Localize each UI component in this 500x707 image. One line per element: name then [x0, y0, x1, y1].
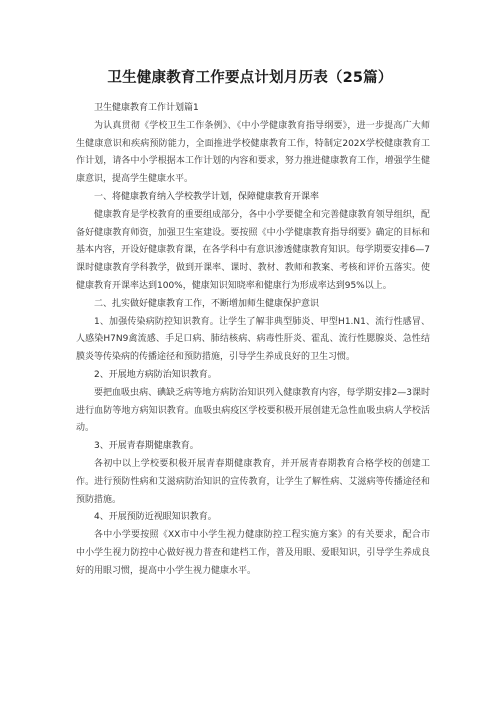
section-1-paragraph: 健康教育是学校教育的重要组成部分，各中小学要健全和完善健康教育领导组织，配备好健康教育师资，加强卫生室建设。要按照《中小学健康教育指导纲要》确定的目标和基本内容，开设好健康教育课，在各学科中有意识渗透健康教育知识。每学期要安排6—7课时健康教育学科教学，做到开课率、课时、教材、教师和教案、考核和评价五落实。使健康教育开课率达到100%，健康知识知晓率和健康行为形成率达到95%以上。: [76, 209, 430, 291]
item-4-paragraph: 各中小学要按照《XX市中小学生视力健康防控工程实施方案》的有关要求，配合市中小学生视力防控中心做好视力普查和建档工作，普及用眼、爱眼知识，引导学生养成良好的用眼习惯，提高中小学生视力健康水平。: [76, 530, 430, 576]
item-4-heading: 4、开展预防近视眼知识教育。: [94, 512, 217, 523]
item-2-heading: 2、开展地方病防治知识教育。: [94, 369, 217, 380]
item-3-paragraph: 各初中以上学校要积极开展青春期健康教育，并开展青春期教育合格学校的创建工作。进行预防性病和艾滋病防治知识的宣传教育，让学生了解性病、艾滋病等传播途径和预防措施。: [76, 458, 430, 505]
item-1-paragraph: 1、加强传染病防控知识教育。让学生了解非典型肺炎、甲型H1.N1、流行性感冒、人感染H7N9禽流感、手足口病、肺结核病、病毒性肝炎、霍乱、流行性腮腺炎、急性结膜炎等传染病的传播途径和预防措施，引导学生养成良好的卫生习惯。: [76, 316, 430, 363]
document-title: 卫生健康教育工作要点计划月历表（25篇）: [107, 70, 393, 86]
section-label: 卫生健康教育工作计划篇1: [94, 103, 199, 113]
item-3-heading: 3、开展青春期健康教育。: [94, 441, 199, 452]
item-2-paragraph: 要把血吸虫病、碘缺乏病等地方病防治知识列入健康教育内容，每学期安排2—3课时进行血防等地方病知识教育。血吸虫病疫区学校要积极开展创建无急性血吸虫病人学校活动。: [76, 387, 430, 434]
document-body: [76, 100, 430, 581]
intro-paragraph: 为认真贯彻《学校卫生工作条例》、《中小学健康教育指导纲要》，进一步提高广大师生健康意识和疾病预防能力，全面推进学校健康教育工作，特制定202X学校健康教育工作计划，请各中小学根据本工作计划的内容和要求，努力推进健康教育工作，增强学生健康意识，提高学生健康水平。: [76, 120, 430, 185]
section-heading-1: 一、将健康教育纳入学校教学计划，保障健康教育开课率: [94, 191, 320, 202]
section-heading-2: 二、扎实做好健康教育工作，不断增加师生健康保护意识: [94, 298, 320, 309]
